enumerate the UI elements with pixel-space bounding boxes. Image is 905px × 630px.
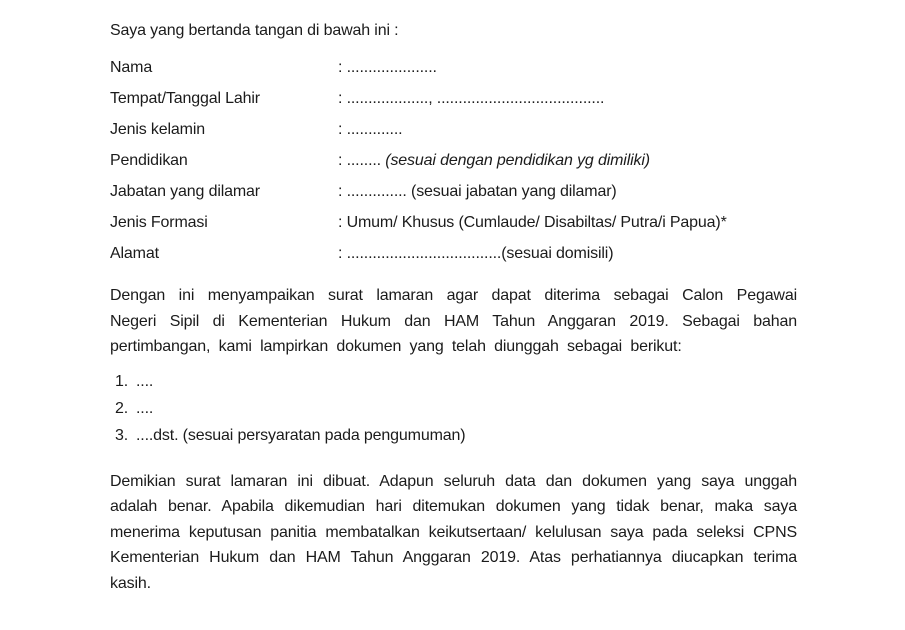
dotted-blank: .............. [346, 183, 407, 200]
field-label: Alamat [110, 245, 159, 262]
dotted-blank: .................................... [346, 245, 502, 262]
field-value [338, 114, 797, 145]
field-label: Jenis Formasi [110, 214, 208, 231]
field-value [338, 238, 797, 269]
field-note: (sesuai dengan pendidikan yg dimiliki) [380, 152, 650, 169]
field-value [338, 207, 797, 238]
colon-separator: : [338, 183, 343, 200]
field-value [338, 145, 797, 176]
form-fields [110, 52, 797, 269]
dotted-blank: ..................... [346, 59, 437, 76]
field-row-tempat-tanggal-lahir [110, 83, 797, 114]
colon-separator: : [338, 59, 343, 76]
application-letter [110, 20, 797, 596]
list-item-number: 1. [115, 372, 129, 390]
list-item-number: 3. [115, 426, 129, 444]
colon-separator: : [338, 245, 343, 262]
field-row-alamat [110, 238, 797, 269]
colon-separator: : [338, 214, 343, 231]
colon-separator: : [338, 90, 343, 107]
list-item-text: .... [136, 372, 154, 390]
field-label: Pendidikan [110, 152, 188, 169]
field-row-pendidikan [110, 145, 797, 176]
field-value-text: Umum/ Khusus (Cumlaude/ Disabiltas/ Putra/i Papua)* [346, 214, 727, 231]
field-value [338, 176, 797, 207]
field-value [338, 83, 797, 114]
intro-paragraph: Dengan ini menyampaikan surat lamaran agar dapat diterima sebagai Calon Pegawai Negeri Sipil di Kementerian Hukum dan HAM Tahun Anggaran 2019. Sebagai bahan pertimbangan, kami lampirkan dokumen yang telah diunggah sebagai berikut: [110, 287, 797, 355]
field-row-nama [110, 52, 797, 83]
field-note: (sesuai jabatan yang dilamar) [406, 183, 617, 200]
list-item [110, 368, 797, 395]
list-item [110, 422, 797, 449]
field-label: Tempat/Tanggal Lahir [110, 90, 260, 107]
field-label: Jabatan yang dilamar [110, 183, 260, 200]
dotted-blank: ..................., ....................................... [346, 90, 605, 107]
closing-paragraph: Demikian surat lamaran ini dibuat. Adapun seluruh data dan dokumen yang saya unggah adalah benar. Apabila dikemudian hari ditemukan dokumen yang tidak benar, maka saya menerima keputusan panitia membatalkan keikutsertaan/ kelulusan saya pada seleksi CPNS Kementerian Hukum dan HAM Tahun Anggaran 2019. Atas perhatiannya diucapkan terima kasih. [110, 472, 797, 592]
colon-separator: : [338, 152, 343, 169]
list-item-text: ....dst. (sesuai persyaratan pada pengumuman) [136, 426, 466, 444]
list-item-text: .... [136, 399, 154, 417]
list-item [110, 395, 797, 422]
field-label: Nama [110, 59, 153, 76]
attachment-list [110, 368, 797, 449]
field-row-jenis-kelamin [110, 114, 797, 145]
dotted-blank: ............. [346, 121, 403, 138]
dotted-blank: ........ [346, 152, 381, 169]
field-label: Jenis kelamin [110, 121, 205, 138]
colon-separator: : [338, 121, 343, 138]
field-value [338, 52, 797, 83]
list-item-number: 2. [115, 399, 129, 417]
field-row-jabatan [110, 176, 797, 207]
field-row-jenis-formasi [110, 207, 797, 238]
field-note: (sesuai domisili) [501, 245, 614, 262]
opening-line: Saya yang bertanda tangan di bawah ini : [110, 22, 399, 39]
